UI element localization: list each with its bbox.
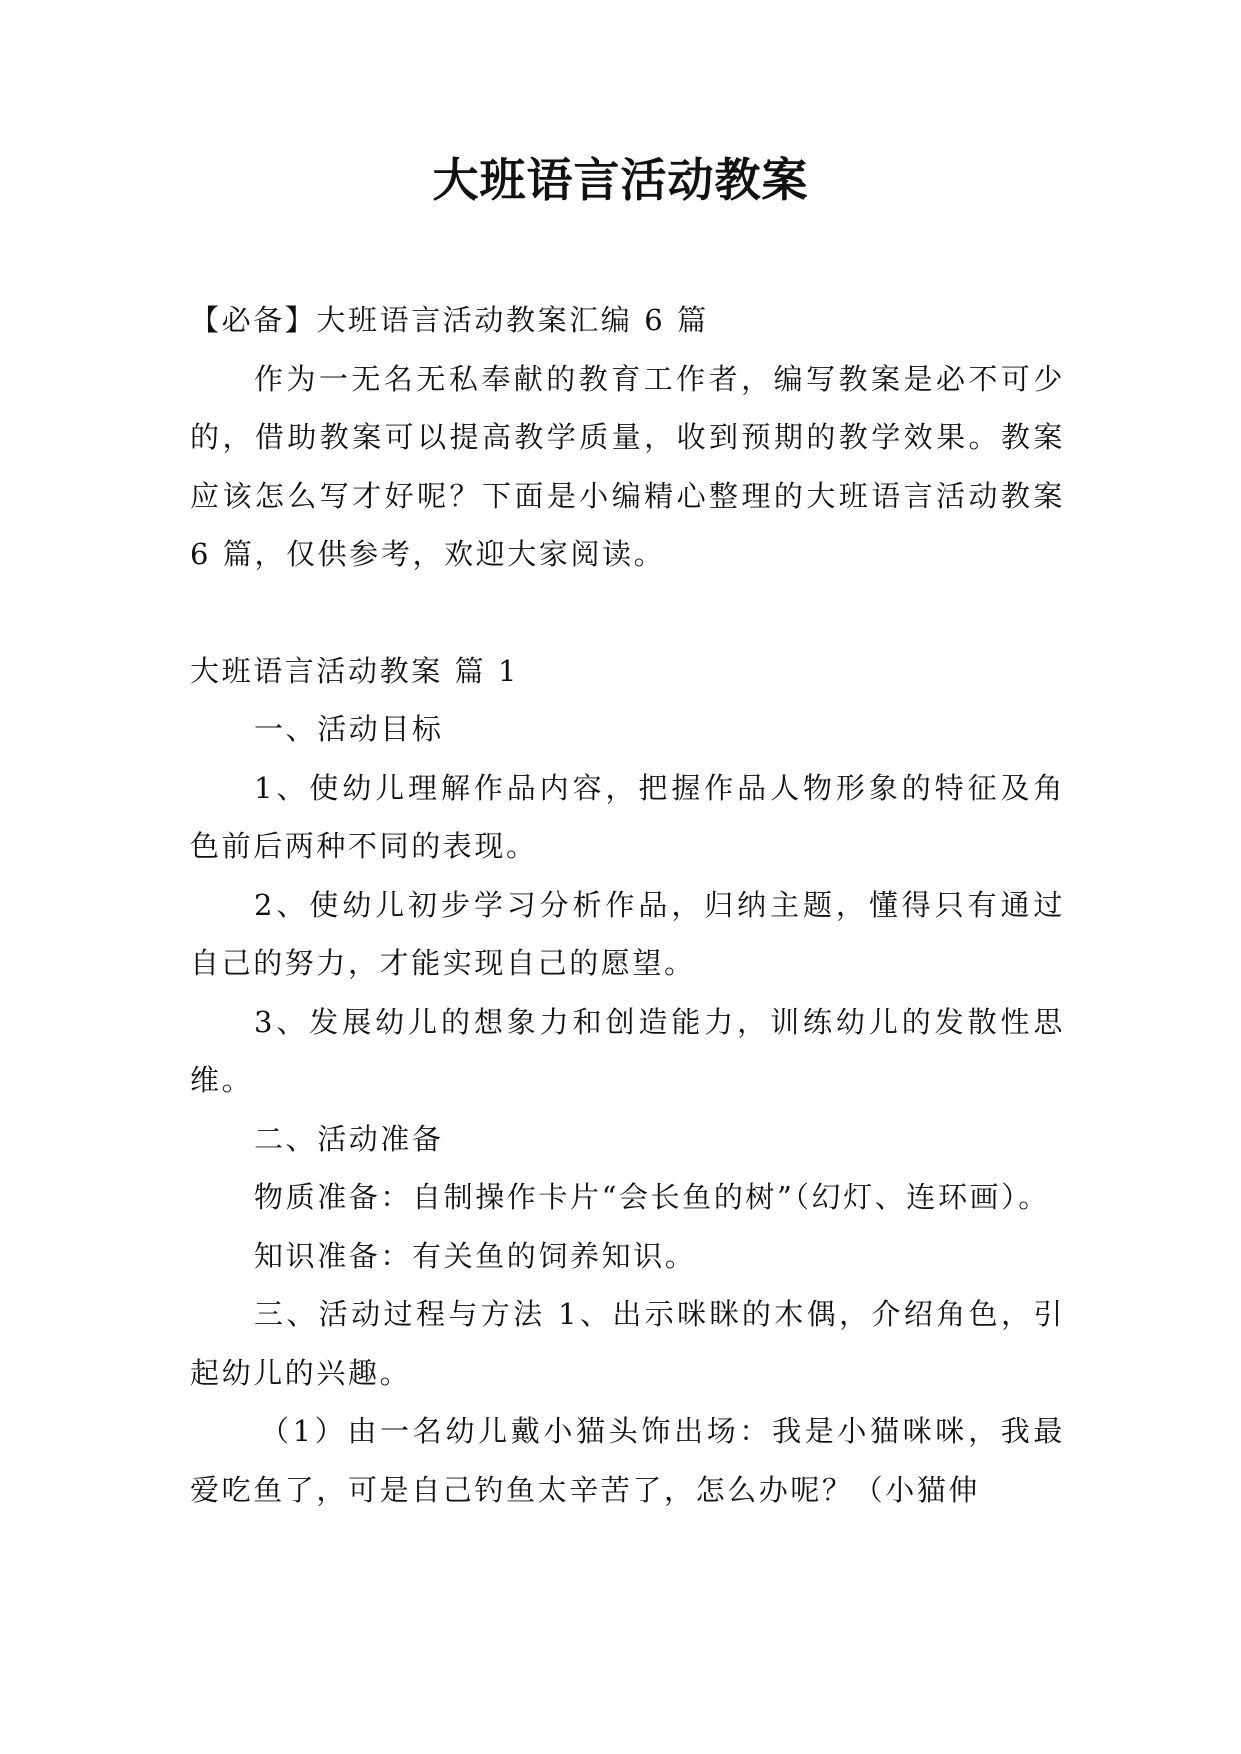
subsection-heading-process: 三、活动过程与方法 1、出示咪眯的木偶，介绍角色，引起幼儿的兴趣。 xyxy=(190,1297,1065,1390)
goal-item-2: 2、使幼儿初步学习分析作品，归纳主题，懂得只有通过自己的努力，才能实现自己的愿望。 xyxy=(190,887,1065,980)
goal-item-3: 3、发展幼儿的想象力和创造能力，训练幼儿的发散性思维。 xyxy=(190,1004,1065,1097)
subsection-heading-preparation: 二、活动准备 xyxy=(254,1121,444,1156)
subsection-heading-goals: 一、活动目标 xyxy=(254,712,444,746)
document-body xyxy=(190,291,1065,1519)
material-preparation: 物质准备：自制操作卡片“会长鱼的树”（幻灯、连环画）。 xyxy=(254,1180,1050,1214)
section-heading: 大班语言活动教案 篇 1 xyxy=(190,653,520,688)
document-title: 大班语言活动教案 xyxy=(432,153,809,207)
process-step-1: （1）由一名幼儿戴小猫头饰出场：我是小猫咪咪，我最爱吃鱼了，可是自己钓鱼太辛苦了，怎么办呢？（小猫伸 xyxy=(190,1414,1065,1507)
knowledge-preparation: 知识准备：有关鱼的饲养知识。 xyxy=(254,1238,697,1273)
goal-item-1: 1、使幼儿理解作品内容，把握作品人物形象的特征及角色前后两种不同的表现。 xyxy=(190,770,1065,863)
intro-paragraph: 作为一无名无私奉献的教育工作者，编写教案是必不可少的，借助教案可以提高教学质量，收到预期的教学效果。教案应该怎么写才好呢？下面是小编精心整理的大班语言活动教案 6 篇，仅供参考，欢迎大家阅读。 xyxy=(190,361,1065,571)
intro-heading: 【必备】大班语言活动教案汇编 6 篇 xyxy=(190,303,709,337)
